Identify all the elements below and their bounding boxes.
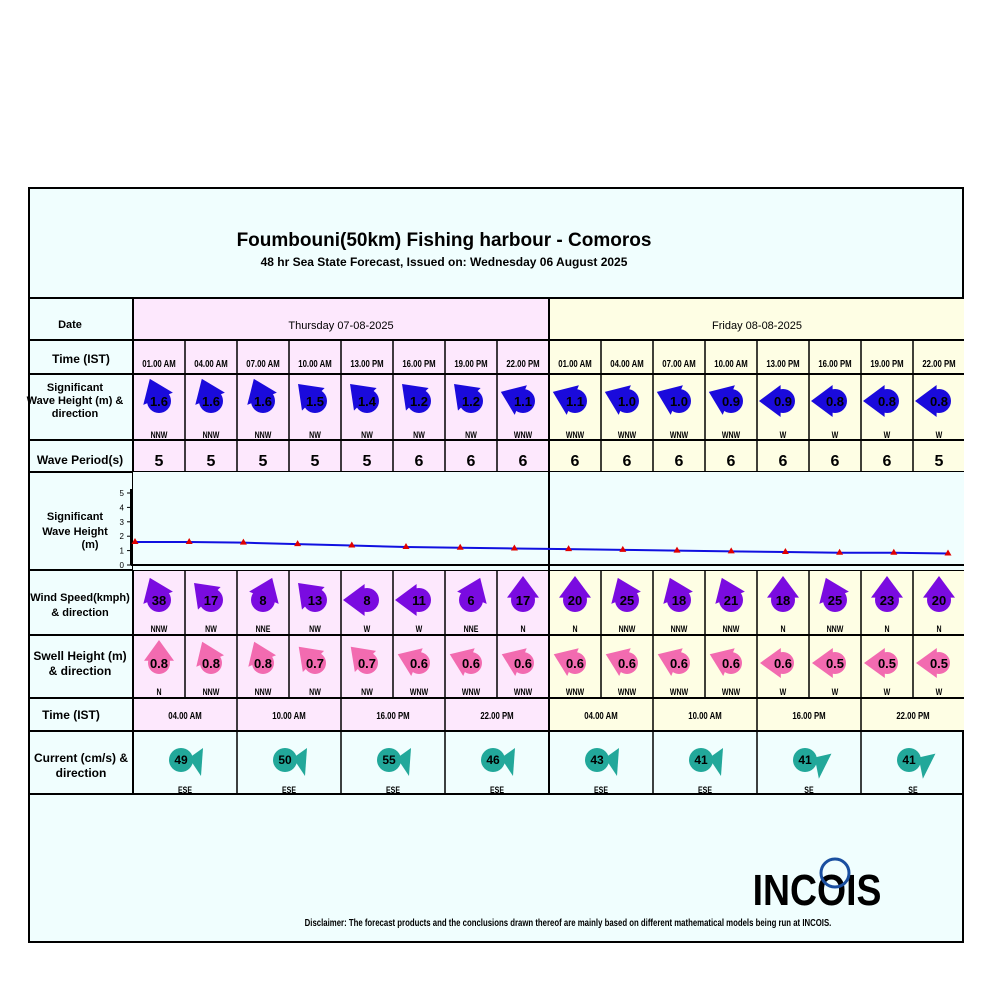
swell-direction: WNW: [461, 687, 481, 698]
current-label: Current (cm/s) &: [33, 751, 129, 765]
wave-direction: NW: [465, 430, 477, 441]
current-direction: ESE: [385, 785, 401, 796]
swell-direction: W: [779, 687, 787, 698]
wave-badge-value: 1.6: [149, 394, 169, 409]
time-cell: 16.00 PM: [818, 358, 852, 370]
wave-period-value: 5: [934, 453, 944, 470]
wave-badge-value: 1.0: [669, 394, 689, 409]
time-cell: 10.00 AM: [714, 358, 748, 370]
swell-badge-value: 0.5: [825, 656, 845, 671]
y-tick-label: 4: [119, 503, 124, 513]
wave-badge-value: 1.2: [409, 394, 429, 409]
time-cell: 01.00 AM: [142, 358, 176, 370]
current-value: 41: [798, 753, 812, 767]
wave-badge-value: 1.2: [461, 394, 481, 409]
wind-badge-value: 23: [879, 593, 895, 608]
time-cell: 22.00 PM: [922, 358, 956, 370]
swell-badge-value: 0.7: [357, 656, 377, 671]
swell-direction: WNW: [513, 687, 533, 698]
wave-direction: WNW: [513, 430, 533, 441]
time-label-2: Time (IST): [42, 708, 100, 722]
time-cell: 10.00 AM: [298, 358, 332, 370]
swell-badge-value: 0.6: [617, 656, 637, 671]
wave-period-value: 5: [206, 453, 216, 470]
wave-period-value: 5: [310, 453, 320, 470]
current-time: 16.00 PM: [792, 710, 826, 722]
wave-direction: NW: [361, 430, 373, 441]
current-time: 16.00 PM: [376, 710, 410, 722]
logo-text: INCOIS: [752, 865, 882, 915]
date-label: Date: [58, 319, 82, 331]
swell-badge-value: 0.5: [877, 656, 897, 671]
wind-label: Wind Speed(kmph): [30, 592, 130, 604]
current-direction: ESE: [593, 785, 609, 796]
wind-direction: N: [572, 624, 578, 635]
wave-height-label: Significant: [46, 382, 104, 394]
wind-direction: N: [520, 624, 526, 635]
y-tick-label: 5: [119, 489, 124, 498]
wind-badge-value: 21: [723, 593, 739, 608]
current-badge: [793, 748, 831, 780]
current-direction: ESE: [489, 785, 505, 796]
current-direction: SE: [908, 785, 918, 796]
current-time: 10.00 AM: [272, 710, 306, 722]
wave-period-value: 5: [258, 453, 268, 470]
swell-badge-value: 0.7: [305, 656, 325, 671]
current-time: 22.00 PM: [480, 710, 514, 722]
swell-badge-value: 0.6: [669, 656, 689, 671]
wind-badge-value: 38: [151, 593, 167, 608]
current-value: 41: [902, 753, 916, 767]
wave-badge-value: 0.8: [929, 394, 949, 409]
swell-badge-value: 0.6: [565, 656, 585, 671]
current-label: direction: [55, 766, 107, 780]
swell-direction: NW: [309, 687, 321, 698]
wind-badge-value: 6: [467, 593, 475, 608]
wave-direction: W: [779, 430, 787, 441]
wind-badge-value: 25: [619, 593, 635, 608]
current-badge: [169, 748, 203, 776]
wave-period-value: 5: [362, 453, 372, 470]
current-badge: [273, 748, 307, 776]
wave-period-value: 6: [466, 453, 476, 470]
time-cell: 04.00 AM: [610, 358, 644, 370]
wave-direction: NNW: [150, 430, 168, 441]
wave-direction: WNW: [617, 430, 637, 441]
swell-badge-value: 0.6: [409, 656, 429, 671]
disclaimer: Disclaimer: The forecast products and the conclusions drawn thereof are mainly based on different mathematical models being run at INCOIS.: [304, 917, 832, 929]
time-cell: 19.00 PM: [454, 358, 488, 370]
current-time: 22.00 PM: [896, 710, 930, 722]
swell-label: Swell Height (m): [33, 649, 127, 663]
time-label: Time (IST): [52, 352, 110, 366]
wind-direction: NNE: [255, 624, 271, 635]
current-value: 55: [382, 753, 396, 767]
wind-badge-value: 13: [307, 593, 323, 608]
wave-period-value: 6: [778, 453, 788, 470]
current-badge: [481, 748, 515, 776]
wave-badge-value: 0.8: [877, 394, 897, 409]
swell-badge-value: 0.6: [773, 656, 793, 671]
wave-period-value: 6: [830, 453, 840, 470]
chart-label: Wave Height: [42, 526, 108, 538]
swell-direction: NNW: [202, 687, 220, 698]
wave-direction: NW: [309, 430, 321, 441]
wave-period-value: 6: [518, 453, 528, 470]
time-cell: 22.00 PM: [506, 358, 540, 370]
friday-band: [549, 298, 964, 340]
current-badge: [585, 748, 619, 776]
swell-direction: W: [831, 687, 839, 698]
current-time: 04.00 AM: [168, 710, 202, 722]
time-cell: 07.00 AM: [246, 358, 280, 370]
wind-direction: W: [415, 624, 423, 635]
wind-direction: NNW: [150, 624, 168, 635]
swell-badge-value: 0.8: [149, 656, 169, 671]
wind-badge-value: 8: [259, 593, 267, 608]
current-time: 04.00 AM: [584, 710, 618, 722]
wind-label: & direction: [51, 607, 109, 619]
wind-badge-value: 18: [775, 593, 791, 608]
wave-badge-value: 0.9: [773, 394, 793, 409]
time-cell: 16.00 PM: [402, 358, 436, 370]
wind-badge-value: 20: [931, 593, 947, 608]
wave-period-value: 6: [674, 453, 684, 470]
y-tick-label: 3: [119, 517, 124, 527]
wave-period-value: 5: [154, 453, 164, 470]
wind-direction: N: [884, 624, 890, 635]
swell-badge-value: 0.6: [513, 656, 533, 671]
wave-direction: NNW: [202, 430, 220, 441]
swell-direction: WNW: [669, 687, 689, 698]
wind-badge-value: 18: [671, 593, 687, 608]
wave-direction: NNW: [254, 430, 272, 441]
day-thursday: Thursday 07-08-2025: [288, 320, 394, 332]
swell-badge-value: 0.8: [253, 656, 273, 671]
current-direction: ESE: [281, 785, 297, 796]
current-badge: [377, 748, 411, 776]
wind-direction: NNW: [722, 624, 740, 635]
wave-direction: W: [935, 430, 943, 441]
wave-height-label: direction: [51, 408, 99, 420]
wave-direction: WNW: [669, 430, 689, 441]
swell-direction: WNW: [565, 687, 585, 698]
swell-direction: NNW: [254, 687, 272, 698]
current-value: 41: [694, 753, 708, 767]
time-cell: 04.00 AM: [194, 358, 228, 370]
wave-direction: NW: [413, 430, 425, 441]
time-cell: 01.00 AM: [558, 358, 592, 370]
swell-direction: NW: [361, 687, 373, 698]
swell-direction: N: [156, 687, 162, 698]
current-direction: ESE: [177, 785, 193, 796]
time-cell: 19.00 PM: [870, 358, 904, 370]
wave-badge-value: 1.6: [253, 394, 273, 409]
current-value: 49: [174, 753, 188, 767]
current-badge: [897, 748, 935, 780]
wave-badge-value: 1.1: [513, 394, 533, 409]
time-cell: 13.00 PM: [766, 358, 800, 370]
current-value: 46: [486, 753, 500, 767]
current-badge: [689, 748, 723, 776]
wave-direction: WNW: [721, 430, 741, 441]
wave-badge-value: 1.5: [305, 394, 325, 409]
wave-period-value: 6: [726, 453, 736, 470]
incois-logo: [753, 859, 882, 915]
wind-badge-value: 17: [203, 593, 219, 608]
wave-direction: W: [883, 430, 891, 441]
wave-period-value: 6: [570, 453, 580, 470]
wind-direction: W: [363, 624, 371, 635]
wind-badge-value: 8: [363, 593, 371, 608]
wave-period-label: Wave Period(s): [36, 453, 124, 467]
wave-period-value: 6: [622, 453, 632, 470]
swell-badge-value: 0.6: [461, 656, 481, 671]
swell-badge-value: 0.8: [201, 656, 221, 671]
swell-direction: W: [935, 687, 943, 698]
wave-badge-value: 1.4: [357, 394, 377, 409]
swell-direction: W: [883, 687, 891, 698]
time-cell: 07.00 AM: [662, 358, 696, 370]
wind-badge-value: 20: [567, 593, 583, 608]
wave-period-value: 6: [414, 453, 424, 470]
wind-direction: NW: [309, 624, 321, 635]
wave-badge-value: 1.0: [617, 394, 637, 409]
wind-direction: NW: [205, 624, 217, 635]
wind-badge-value: 11: [412, 593, 426, 608]
wind-direction: NNW: [670, 624, 688, 635]
wave-badge-value: 1.6: [201, 394, 221, 409]
wave-badge-value: 1.1: [565, 394, 585, 409]
y-tick-label: 1: [119, 546, 124, 556]
wave-period-value: 6: [882, 453, 892, 470]
swell-direction: WNW: [721, 687, 741, 698]
swell-badge-value: 0.6: [721, 656, 741, 671]
wind-direction: N: [936, 624, 942, 635]
swell-direction: WNW: [617, 687, 637, 698]
current-value: 50: [278, 753, 292, 767]
y-tick-label: 0: [119, 561, 124, 570]
current-value: 43: [590, 753, 604, 767]
current-direction: SE: [804, 785, 814, 796]
chart-label: Significant: [46, 511, 104, 523]
wind-direction: NNE: [463, 624, 479, 635]
current-time: 10.00 AM: [688, 710, 722, 722]
page-subtitle: 48 hr Sea State Forecast, Issued on: Wednesday 06 August 2025: [260, 255, 628, 269]
wave-badge-value: 0.9: [721, 394, 741, 409]
wave-height-label: Wave Height (m) &: [26, 395, 124, 407]
wave-direction: WNW: [565, 430, 585, 441]
wind-direction: N: [780, 624, 786, 635]
y-tick-label: 2: [119, 532, 124, 542]
wind-badge-value: 17: [515, 593, 531, 608]
wave-badge-value: 0.8: [825, 394, 845, 409]
page-title: Foumbouni(50km) Fishing harbour - Comoros: [236, 230, 652, 251]
wave-direction: W: [831, 430, 839, 441]
day-friday: Friday 08-08-2025: [712, 320, 802, 332]
chart-label: (m): [81, 539, 99, 551]
wind-badge-value: 25: [827, 593, 843, 608]
swell-badge-value: 0.5: [929, 656, 949, 671]
current-direction: ESE: [697, 785, 713, 796]
swell-label: & direction: [48, 664, 112, 678]
thursday-band: [133, 298, 549, 340]
wind-direction: NNW: [826, 624, 844, 635]
swell-direction: WNW: [409, 687, 429, 698]
wind-direction: NNW: [618, 624, 636, 635]
time-cell: 13.00 PM: [350, 358, 384, 370]
